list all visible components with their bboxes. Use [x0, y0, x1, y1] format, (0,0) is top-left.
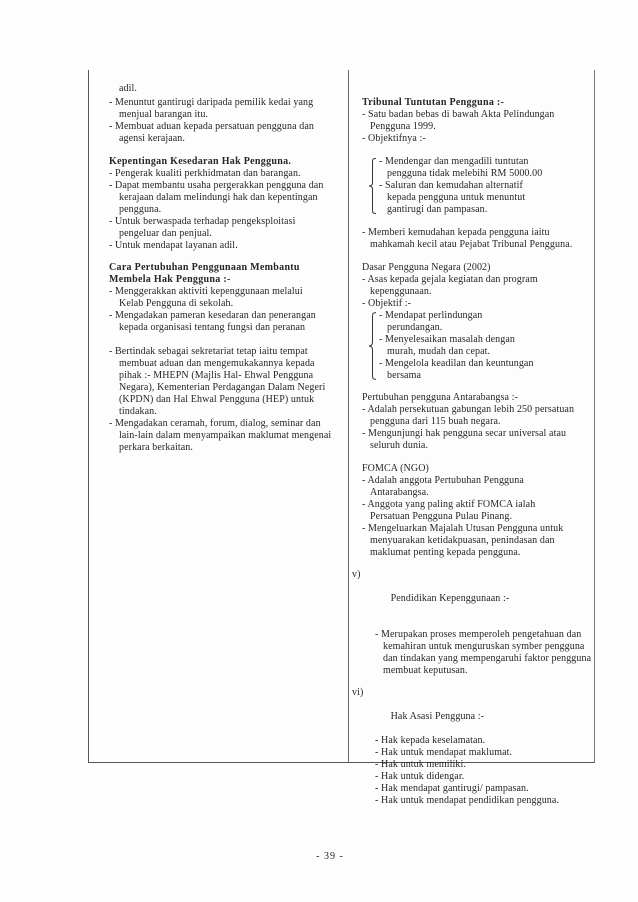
section-heading-organisations: Cara Pertubuhan Penggunaan Membantu Membela Hak Pengguna :- — [109, 262, 300, 285]
list-item: - Hak untuk mendapat maklumat. — [375, 747, 513, 758]
section-title: Pendidikan Kepenggunaan :- — [390, 593, 510, 604]
list-item: - Hak mendapat gantirugi/ pampasan. — [375, 783, 529, 794]
list-item: - Untuk berwaspada terhadap pengeksploitasi pengeluar dan penjual. — [109, 216, 296, 239]
brace-icon — [369, 158, 376, 214]
list-item: - Asas kepada gejala kegiatan dan program kepenggunaan. — [362, 274, 538, 297]
section-heading-rights — [352, 687, 590, 735]
section-heading-awareness: Kepentingan Kesedaran Hak Pengguna. — [109, 156, 292, 167]
list-item: - Mengadakan ceramah, forum, dialog, seminar dan lain-lain dalam menyampaikan maklumat mengenai perkara berkaitan. — [109, 418, 332, 453]
list-item: - Adalah persekutuan gabungan lebih 250 persatuan pengguna dari 115 buah negara. — [362, 404, 575, 427]
left-column — [109, 83, 345, 454]
continuation-text: adil. — [119, 83, 137, 94]
list-item: - Hak untuk mendapat pendidikan pengguna. — [375, 795, 560, 806]
education-list — [362, 629, 590, 677]
list-item: - Untuk mendapat layanan adil. — [109, 240, 238, 251]
list-item: - Merupakan proses memperoleh pengetahuan dan kemahiran untuk menguruskan symber pengguna dan tindakan yang mempengaruhi faktor pengguna membuat keputusan. — [375, 629, 592, 676]
objectives-group — [362, 310, 590, 382]
list-item: - Dapat membantu usaha pergerakkan pengguna dan kerajaan dalam melindungi hak dan kepentingan pengguna. — [109, 180, 324, 215]
section-heading-policy: Dasar Pengguna Negara (2002) — [362, 262, 491, 273]
notes-table — [88, 70, 595, 806]
list-item: - Menggerakkan aktiviti kepenggunaan melalui Kelab Pengguna di sekolah. — [109, 286, 303, 309]
objectives-group — [362, 156, 590, 216]
list-item: - Satu badan bebas di bawah Akta Pelindungan Pengguna 1999. — [362, 109, 555, 132]
list-item: - Menuntut gantirugi daripada pemilik kedai yang menjual barangan itu. — [109, 97, 314, 120]
list-item: - Objektif :- — [362, 298, 412, 309]
list-item: - Mendapat perlindungan perundangan. — [379, 310, 483, 333]
section-title: Hak Asasi Pengguna :- — [390, 711, 485, 722]
section-heading-fomca: FOMCA (NGO) — [362, 463, 429, 474]
brace-icon — [369, 312, 376, 380]
rights-list — [362, 735, 590, 807]
list-item: - Hak kepada keselamatan. — [375, 735, 486, 746]
section-number: v) — [352, 569, 361, 580]
list-item: - Mengadakan pameran kesedaran dan penerangan kepada organisasi tentang fungsi dan peranan — [109, 310, 316, 333]
list-item: - Hak untuk didengar. — [375, 771, 465, 782]
list-item: - Hak untuk memiliki. — [375, 759, 466, 770]
list-item: - Mengelola keadilan dan keuntungan bersama — [379, 358, 534, 381]
list-item: - Pengerak kualiti perkhidmatan dan barangan. — [109, 168, 301, 179]
list-item: - Mengunjungi hak pengguna secar universal atau seluruh dunia. — [362, 428, 567, 451]
section-heading-education — [352, 569, 590, 617]
section-number: vi) — [352, 687, 364, 698]
section-heading-international: Pertubuhan pengguna Antarabangsa :- — [362, 392, 518, 403]
list-item: - Saluran dan kemudahan alternatif kepada pengguna untuk menuntut gantirugi dan pampasan. — [379, 180, 526, 215]
page-number: - 39 - — [316, 851, 344, 862]
list-item: - Objektifnya :- — [362, 133, 426, 144]
list-item: - Anggota yang paling aktif FOMCA ialah Persatuan Pengguna Pulau Pinang. — [362, 499, 536, 522]
blank-line — [109, 334, 345, 346]
column-divider — [348, 70, 349, 762]
list-item: - Mengeluarkan Majalah Utusan Pengguna untuk menyuarakan ketidakpuasan, penindasan dan maklumat penting kepada pengguna. — [362, 523, 564, 558]
right-column — [352, 97, 592, 807]
list-item: - Adalah anggota Pertubuhan Pengguna Antarabangsa. — [362, 475, 524, 498]
list-item: - Mendengar dan mengadili tuntutan pengguna tidak melebihi RM 5000.00 — [379, 156, 543, 179]
list-item: - Bertindak sebagai sekretariat tetap iaitu tempat membuat aduan dan mengemukakannya kepada pihak :- MHEPN (Majlis Hal- Ehwal Pengguna Negara), Kementerian Perdagangan Dalam Negeri (KPDN) dan Hal Ehwal Pengguna (HEP) untuk tindakan. — [109, 346, 326, 417]
list-item: - Memberi kemudahan kepada pengguna iaitu mahkamah kecil atau Pejabat Tribunal Pengguna. — [362, 227, 573, 250]
list-item: - Membuat aduan kepada persatuan pengguna dan agensi kerajaan. — [109, 121, 314, 144]
list-item: - Menyelesaikan masalah dengan murah, mudah dan cepat. — [379, 334, 516, 357]
section-heading-tribunal: Tribunal Tuntutan Pengguna :- — [362, 97, 505, 108]
